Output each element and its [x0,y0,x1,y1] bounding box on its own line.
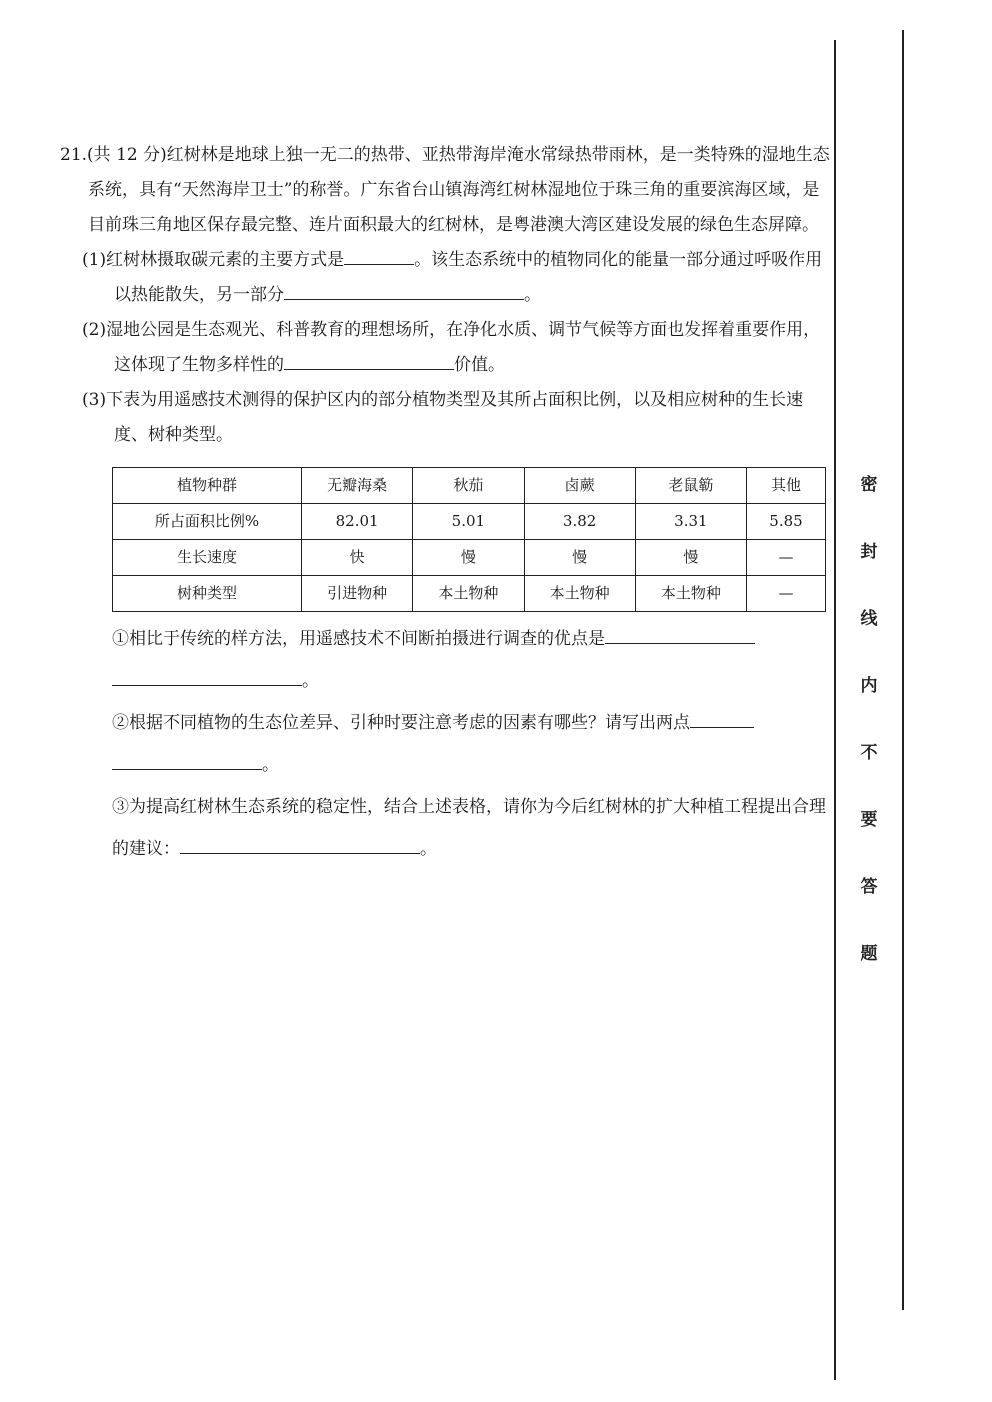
table-cell: 本土物种 [413,576,524,612]
table-cell: — [747,576,826,612]
table-cell: 快 [302,540,413,576]
table-cell: — [747,540,826,576]
answer-blank-3-2b[interactable] [112,749,262,770]
subquestion-2: (2)湿地公园是生态观光、科普教育的理想场所，在净化水质、调节气候等方面也发挥着重要作用，这体现了生物多样性的 价值。 [82,320,821,375]
table-cell: 引进物种 [302,576,413,612]
seal-char: 要 [860,810,878,830]
table-row [113,540,826,576]
table-cell: 老鼠簕 [635,468,746,504]
table-cell: 其他 [747,468,826,504]
table-row [113,504,826,540]
subquestion-3: (3)下表为用遥感技术测得的保护区内的部分植物类型及其所占面积比例，以及相应树种的生长速度、树种类型。 [82,390,804,445]
table-cell: 3.31 [635,504,746,540]
table-cell: 生长速度 [113,540,302,576]
answer-blank-1b[interactable] [284,279,524,300]
table-cell: 5.01 [413,504,524,540]
seal-char: 封 [860,542,878,562]
table-cell: 慢 [413,540,524,576]
table-cell: 慢 [635,540,746,576]
seal-char: 密 [860,475,878,495]
table-cell: 慢 [524,540,635,576]
subquestion-3-3: ③为提高红树林生态系统的稳定性，结合上述表格，请你为今后红树林的扩大种植工程提出合理的建议： 。 [112,797,826,859]
seal-char: 内 [860,676,878,696]
table-row [113,576,826,612]
seal-line-notice [855,470,883,1006]
answer-blank-1a[interactable] [344,244,414,265]
seal-char: 线 [860,609,878,629]
seal-char: 答 [860,877,878,897]
binding-line-inner [902,30,904,1310]
table-cell: 本土物种 [524,576,635,612]
question-21 [60,138,830,870]
seal-char: 题 [860,944,878,964]
binding-line-outer [834,40,836,1380]
answer-blank-3-2a[interactable] [690,707,754,728]
table-cell: 5.85 [747,504,826,540]
answer-blank-3-3[interactable] [180,833,420,854]
plant-data-table [112,467,826,612]
table-row [113,468,826,504]
subquestion-3-1: ①相比于传统的样方法，用遥感技术不间断拍摄进行调查的优点是 。 [60,618,830,702]
subquestion-1: (1)红树林摄取碳元素的主要方式是 。该生态系统中的植物同化的能量一部分通过呼吸作用以热能散失，另一部分 。 [60,243,830,313]
answer-blank-2[interactable] [284,349,454,370]
table-cell: 树种类型 [113,576,302,612]
table-cell: 卤蕨 [524,468,635,504]
answer-blank-3-1a[interactable] [605,623,755,644]
table-cell: 本土物种 [635,576,746,612]
table-cell: 植物种群 [113,468,302,504]
seal-char: 不 [860,743,878,763]
answer-blank-3-1b[interactable] [112,665,302,686]
subquestion-3-2: ②根据不同植物的生态位差异、引种时要注意考虑的因素有哪些？请写出两点 。 [60,702,830,786]
table-cell: 所占面积比例% [113,504,302,540]
table-cell: 无瓣海桑 [302,468,413,504]
table-cell: 秋茄 [413,468,524,504]
table-cell: 3.82 [524,504,635,540]
question-intro: 21.(共 12 分)红树林是地球上独一无二的热带、亚热带海岸淹水常绿热带雨林，是一类特殊的湿地生态系统，具有“天然海岸卫士”的称誉。广东省台山镇海湾红树林湿地位于珠三角的重要滨海区域，是目前珠三角地区保存最完整、连片面积最大的红树林，是粤港澳大湾区建设发展的绿色生态屏障。 [60,145,830,235]
table-cell: 82.01 [302,504,413,540]
